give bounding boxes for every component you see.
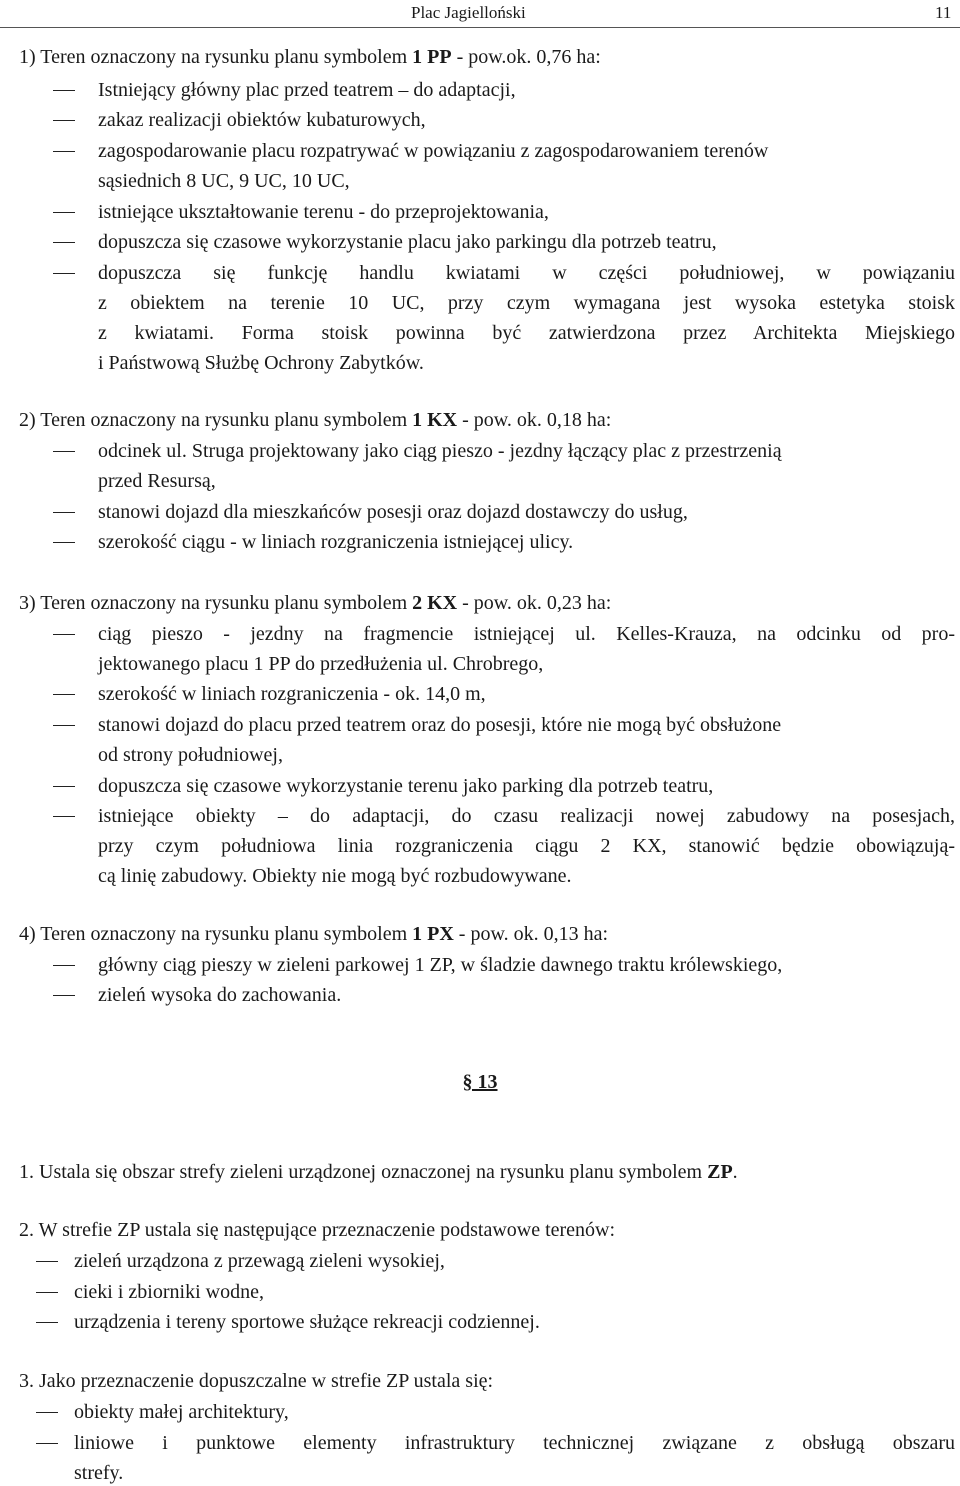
list-item: główny ciąg pieszy w zieleni parkowej 1 ZP, w śladzie dawnego traktu królewskiego,	[98, 954, 783, 976]
list-item: dopuszcza się czasowe wykorzystanie terenu jako parking dla potrzeb teatru,	[98, 775, 714, 797]
paragraph-text: 1. Ustala się obszar strefy zieleni urządzonej oznaczonej na rysunku planu symbolem	[19, 1161, 708, 1183]
dash-bullet	[53, 995, 75, 996]
dash-bullet	[53, 965, 75, 966]
list-item-continued: jektowanego placu 1 PP do przedłużenia ul. Chrobrego,	[98, 653, 544, 675]
list-item: szerokość ciągu - w liniach rozgraniczenia istniejącej ulicy.	[98, 531, 574, 553]
dash-bullet	[36, 1322, 58, 1323]
dash-bullet	[53, 542, 75, 543]
zone-symbol: ZP	[707, 1161, 733, 1183]
list-item: szerokość w liniach rozgraniczenia - ok. 14,0 m,	[98, 683, 486, 705]
heading-area: - pow. ok. 0,18 ha:	[457, 409, 612, 431]
heading-area: - pow. ok. 0,23 ha:	[457, 592, 612, 614]
paragraph-text: 2. W strefie ZP ustala się następujące przeznaczenie podstawowe terenów:	[19, 1219, 616, 1241]
list-item: obiekty małej architektury,	[74, 1401, 289, 1423]
heading-text: 4) Teren oznaczony na rysunku planu symbolem	[19, 923, 413, 945]
dash-bullet	[53, 273, 75, 274]
list-item: ciąg pieszo - jezdny na fragmencie istniejącej ul. Kelles-Krauza, na odcinku od pro-	[98, 623, 955, 645]
heading-area: - pow.ok. 0,76 ha:	[451, 46, 601, 68]
list-item: cieki i zbiorniki wodne,	[74, 1281, 264, 1303]
list-item: stanowi dojazd do placu przed teatrem oraz do posesji, które nie mogą być obsłużone	[98, 714, 782, 736]
dash-bullet	[53, 120, 75, 121]
list-item-continued: sąsiednich 8 UC, 9 UC, 10 UC,	[98, 170, 350, 192]
dash-bullet	[53, 512, 75, 513]
paragraph-end: .	[732, 1161, 738, 1183]
list-item: urządzenia i tereny sportowe służące rekreacji codziennej.	[74, 1311, 540, 1333]
heading-symbol: 1 PP	[412, 46, 452, 68]
list-item: Istniejący główny plac przed teatrem – do adaptacji,	[98, 79, 516, 101]
list-item-continued: i Państwową Służbę Ochrony Zabytków.	[98, 352, 424, 374]
dash-bullet	[53, 816, 75, 817]
dash-bullet	[53, 242, 75, 243]
list-item: dopuszcza się czasowe wykorzystanie placu jako parkingu dla potrzeb teatru,	[98, 231, 717, 253]
dash-bullet	[53, 786, 75, 787]
list-item-continued: z obiektem na terenie 10 UC, przy czym wymagana jest wysoka estetyka stoisk	[98, 292, 955, 314]
heading-symbol: 1 PX	[412, 923, 454, 945]
dash-bullet	[53, 151, 75, 152]
list-item: stanowi dojazd dla mieszkańców posesji oraz dojazd dostawczy do usług,	[98, 501, 688, 523]
dash-bullet	[53, 90, 75, 91]
heading-symbol: 1 KX	[412, 409, 458, 431]
heading-area: - pow. ok. 0,13 ha:	[453, 923, 609, 945]
dash-bullet	[53, 212, 75, 213]
dash-bullet	[53, 451, 75, 452]
list-item: istniejące ukształtowanie terenu - do przeprojektowania,	[98, 201, 549, 223]
item-heading	[19, 45, 601, 69]
list-item-continued: cą linię zabudowy. Obiekty nie mogą być rozbudowywane.	[98, 865, 572, 887]
dash-bullet	[36, 1292, 58, 1293]
dash-bullet	[36, 1412, 58, 1413]
list-item: zagospodarowanie placu rozpatrywać w powiązaniu z zagospodarowaniem terenów	[98, 140, 769, 162]
list-item-continued: przed Resursą,	[98, 470, 216, 492]
list-item: istniejące obiekty – do adaptacji, do czasu realizacji nowej zabudowy na posesjach,	[98, 805, 955, 827]
item-heading	[19, 408, 611, 432]
heading-text: 3) Teren oznaczony na rysunku planu symbolem	[19, 592, 413, 614]
heading-symbol: 2 KX	[412, 592, 458, 614]
header-title: Plac Jagielloński	[411, 3, 526, 22]
list-item: dopuszcza się funkcję handlu kwiatami w części południowej, w powiązaniu	[98, 262, 955, 284]
dash-bullet	[53, 694, 75, 695]
heading-text: 2) Teren oznaczony na rysunku planu symbolem	[19, 409, 413, 431]
list-item: zieleń urządzona z przewagą zieleni wysokiej,	[74, 1250, 445, 1272]
list-item-continued: od strony południowej,	[98, 744, 283, 766]
section-heading: § 13	[462, 1071, 498, 1093]
header-rule	[0, 27, 960, 28]
list-item-continued: z kwiatami. Forma stoisk powinna być zatwierdzona przez Architekta Miejskiego	[98, 322, 955, 344]
list-item: liniowe i punktowe elementy infrastruktury technicznej związane z obsługą obszaru	[74, 1432, 955, 1454]
paragraph-text: 3. Jako przeznaczenie dopuszczalne w strefie ZP ustala się:	[19, 1370, 494, 1392]
heading-text: 1) Teren oznaczony na rysunku planu symbolem	[19, 46, 413, 68]
dash-bullet	[53, 725, 75, 726]
list-item: zakaz realizacji obiektów kubaturowych,	[98, 109, 426, 131]
list-item: odcinek ul. Struga projektowany jako ciąg pieszo - jezdny łączący plac z przestrzenią	[98, 440, 782, 462]
list-item: zieleń wysoka do zachowania.	[98, 984, 342, 1006]
item-heading	[19, 922, 608, 946]
paragraph-1	[19, 1160, 738, 1184]
dash-bullet	[53, 634, 75, 635]
list-item-continued: strefy.	[74, 1462, 124, 1484]
item-heading	[19, 591, 611, 615]
page-number: 11	[935, 3, 952, 22]
list-item-continued: przy czym południowa linia rozgraniczenia ciągu 2 KX, stanowić będzie obowiązują-	[98, 835, 955, 857]
dash-bullet	[36, 1443, 58, 1444]
dash-bullet	[36, 1261, 58, 1262]
